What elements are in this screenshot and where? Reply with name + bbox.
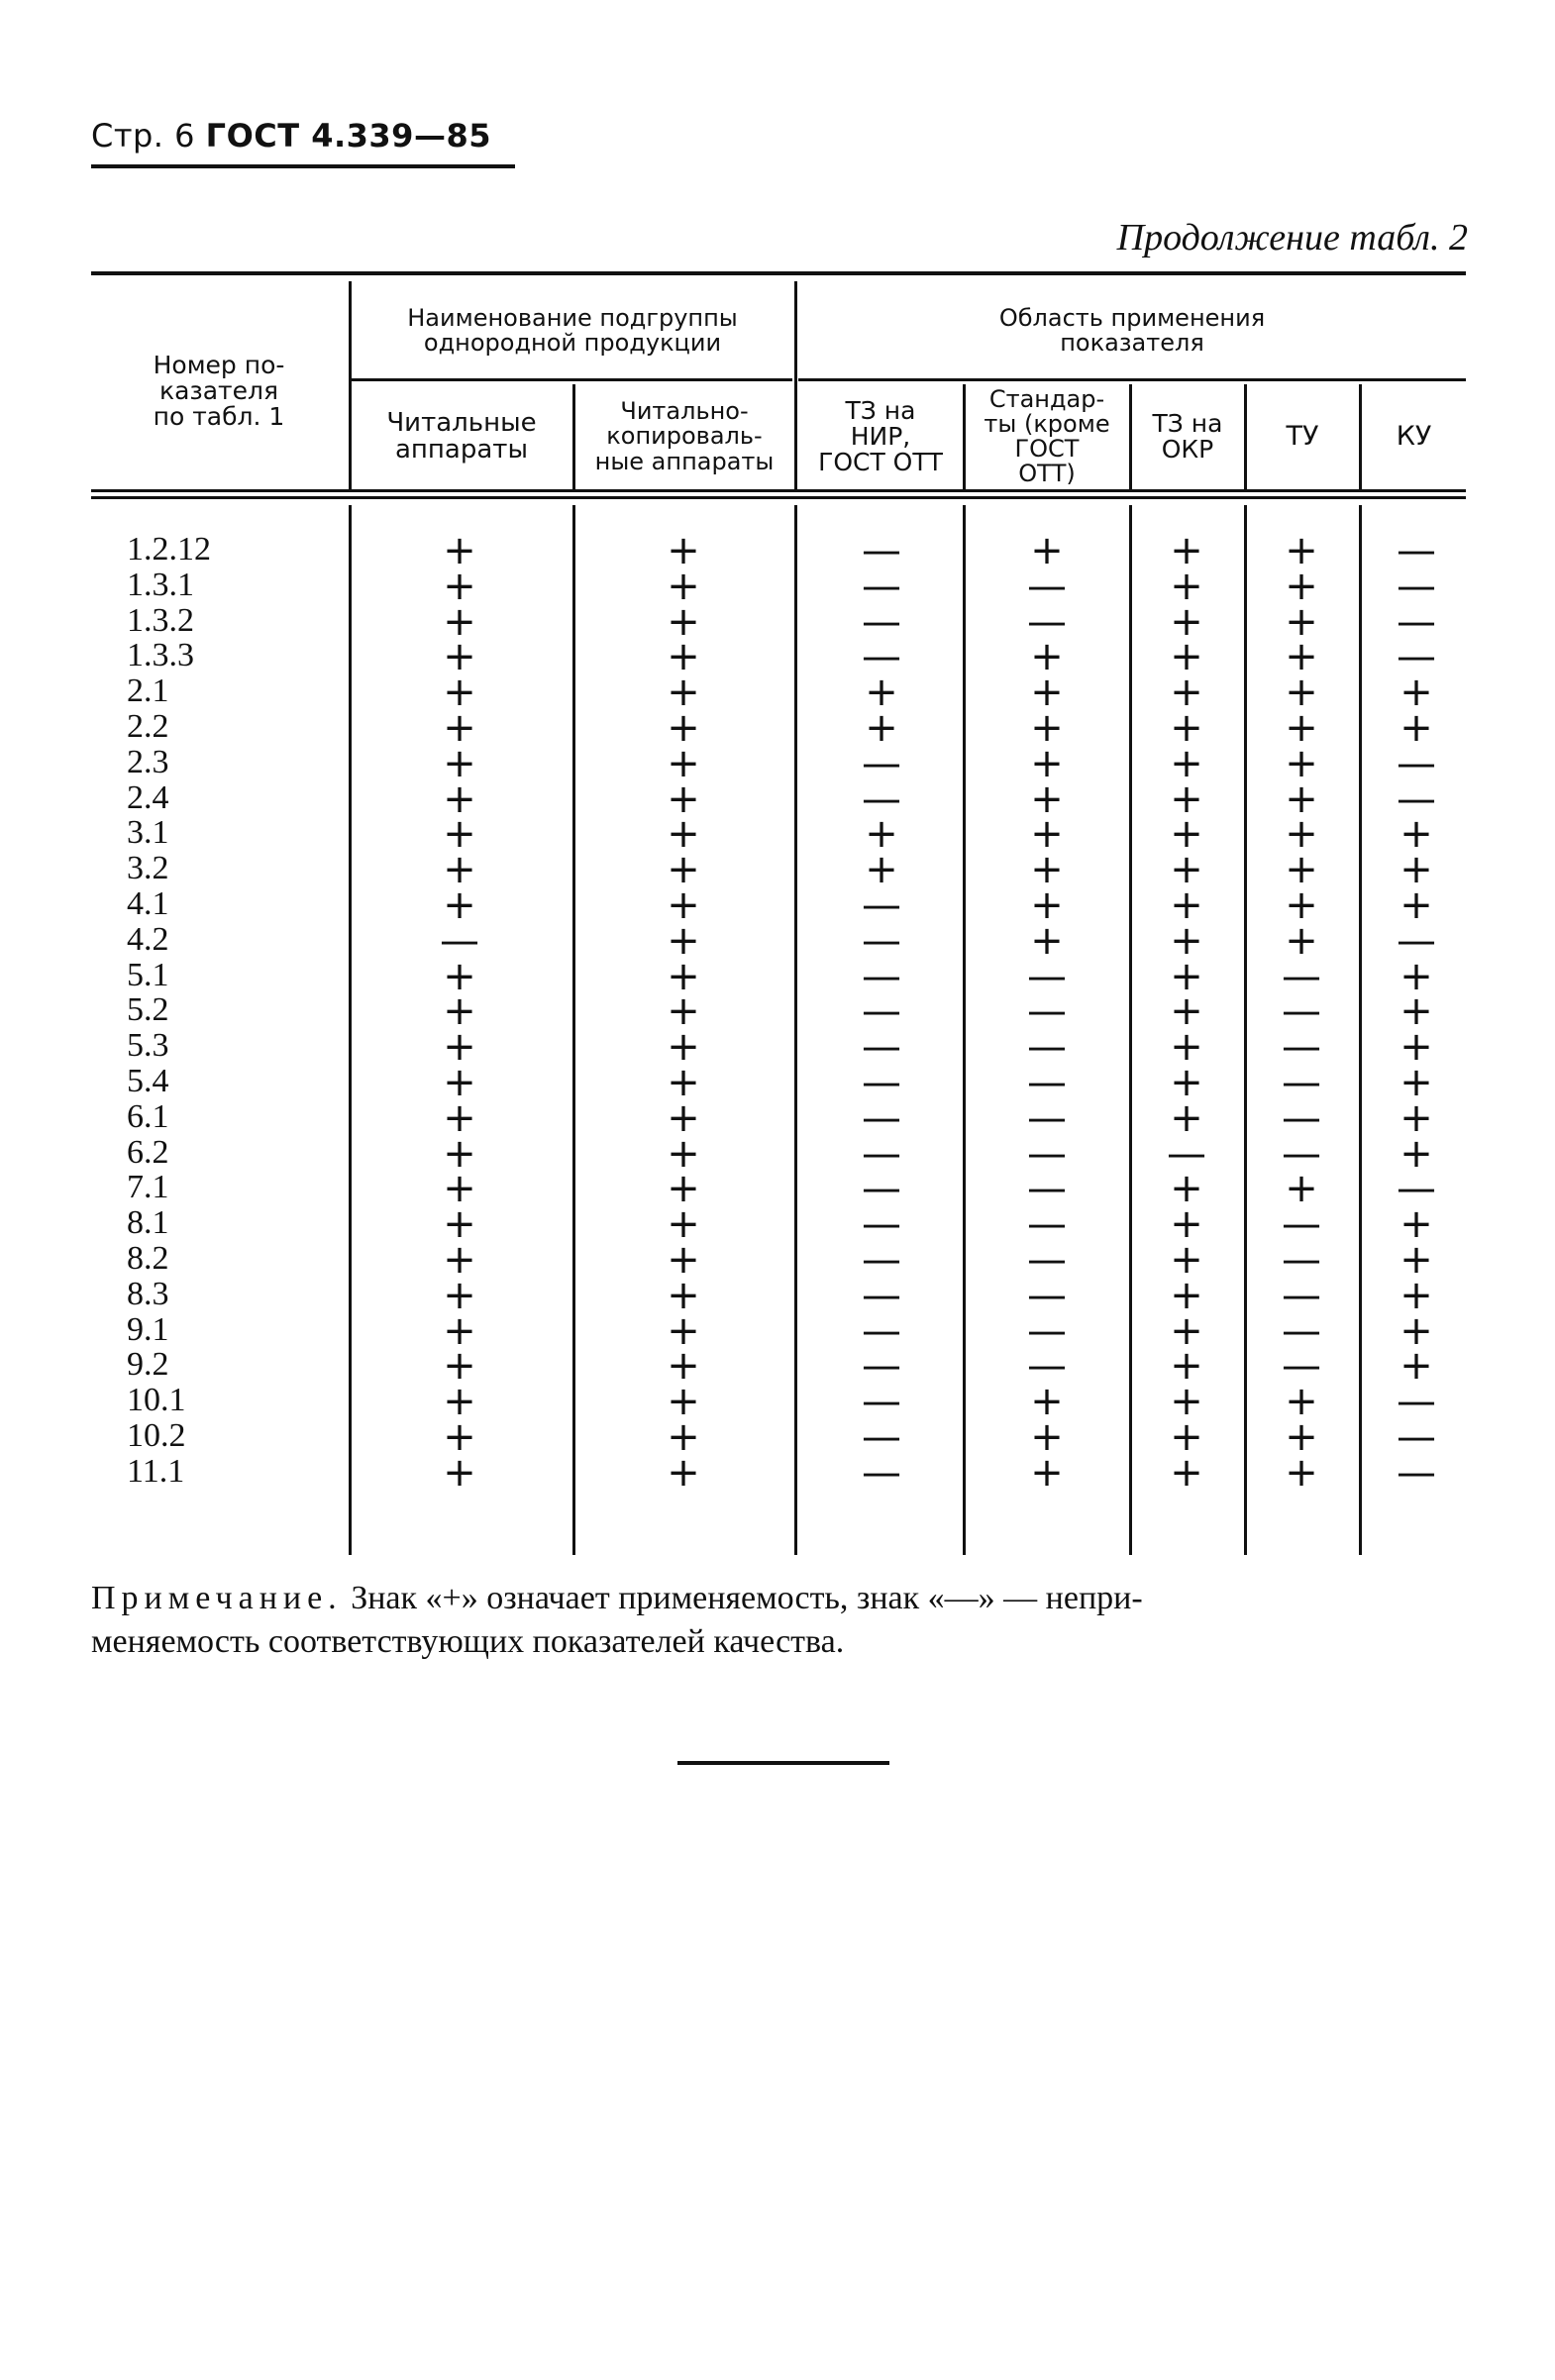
indicator-number: 5.2 bbox=[127, 991, 169, 1029]
not-applicable-mark: — bbox=[862, 598, 901, 645]
not-applicable-mark: — bbox=[1027, 563, 1067, 609]
applicable-mark: + bbox=[1170, 882, 1203, 928]
applicable-mark: + bbox=[443, 1449, 476, 1496]
indicator-number: 3.1 bbox=[127, 814, 169, 852]
applicable-mark: + bbox=[1400, 1237, 1433, 1283]
applicable-mark: + bbox=[667, 811, 700, 858]
applicable-mark: + bbox=[667, 1060, 700, 1105]
not-applicable-mark: — bbox=[1282, 1130, 1321, 1177]
indicator-number: 5.4 bbox=[127, 1063, 169, 1099]
not-applicable-mark: — bbox=[862, 1094, 901, 1141]
indicator-number: 7.1 bbox=[127, 1169, 169, 1206]
col-line-4-body bbox=[963, 505, 966, 1555]
applicable-mark: + bbox=[667, 634, 700, 680]
applicable-mark: + bbox=[865, 811, 898, 858]
applicable-mark: + bbox=[1170, 563, 1203, 609]
applicable-mark: + bbox=[1170, 1414, 1203, 1460]
col-line-3-body bbox=[794, 505, 797, 1555]
applicable-mark: + bbox=[1030, 1449, 1064, 1496]
applicable-mark: + bbox=[443, 1166, 476, 1212]
not-applicable-mark: — bbox=[1027, 1166, 1067, 1212]
header-bottom-rule bbox=[91, 489, 1466, 492]
applicable-mark: + bbox=[443, 670, 476, 716]
not-applicable-mark: — bbox=[1027, 1094, 1067, 1141]
applicable-mark: + bbox=[667, 1130, 700, 1177]
applicable-mark: + bbox=[667, 1414, 700, 1460]
not-applicable-mark: — bbox=[1027, 1237, 1067, 1283]
col-line-5-body bbox=[1129, 505, 1132, 1555]
applicable-mark: + bbox=[1030, 1379, 1064, 1425]
page-header bbox=[91, 117, 491, 155]
indicator-number: 2.2 bbox=[127, 708, 169, 745]
applicable-mark: + bbox=[1400, 1024, 1433, 1071]
not-applicable-mark: — bbox=[862, 1166, 901, 1212]
not-applicable-mark: — bbox=[1397, 563, 1436, 609]
applicable-mark: + bbox=[443, 740, 476, 786]
applicable-mark: + bbox=[1170, 528, 1203, 573]
applicable-mark: + bbox=[1170, 917, 1203, 964]
applicable-mark: + bbox=[667, 1094, 700, 1141]
applicable-mark: + bbox=[443, 598, 476, 645]
group-divider-scope bbox=[798, 378, 1466, 381]
not-applicable-mark: — bbox=[1282, 1272, 1321, 1318]
not-applicable-mark: — bbox=[862, 882, 901, 928]
applicable-mark: + bbox=[1170, 705, 1203, 751]
applicable-mark: + bbox=[1285, 776, 1318, 822]
not-applicable-mark: — bbox=[862, 1024, 901, 1071]
applicable-mark: + bbox=[1030, 917, 1064, 964]
applicable-mark: + bbox=[1285, 705, 1318, 751]
applicable-mark: + bbox=[443, 705, 476, 751]
applicable-mark: + bbox=[1170, 1024, 1203, 1071]
applicable-mark: + bbox=[1170, 740, 1203, 786]
applicable-mark: + bbox=[1170, 988, 1203, 1035]
applicable-mark: + bbox=[667, 776, 700, 822]
applicable-mark: + bbox=[443, 882, 476, 928]
applicable-mark: + bbox=[443, 811, 476, 858]
not-applicable-mark: — bbox=[1397, 776, 1436, 822]
note-text-continuation: меняемость соответствующих показателей качества. bbox=[91, 1623, 845, 1661]
applicable-mark: + bbox=[667, 670, 700, 716]
applicable-mark: + bbox=[1170, 1237, 1203, 1283]
indicator-number: 4.2 bbox=[127, 920, 169, 958]
applicable-mark: + bbox=[1170, 670, 1203, 716]
applicable-mark: + bbox=[1170, 1343, 1203, 1390]
applicable-mark: + bbox=[1400, 1307, 1433, 1354]
indicator-number: 10.2 bbox=[127, 1417, 186, 1454]
applicable-mark: + bbox=[667, 1237, 700, 1283]
applicable-mark: + bbox=[667, 882, 700, 928]
table-continuation-caption: Продолжение табл. 2 bbox=[1116, 217, 1468, 259]
not-applicable-mark: — bbox=[862, 1201, 901, 1248]
header-group-scope: Область применения показателя bbox=[998, 303, 1266, 357]
applicable-mark: + bbox=[667, 1343, 700, 1390]
not-applicable-mark: — bbox=[1027, 953, 1067, 999]
applicable-mark: + bbox=[1400, 847, 1433, 893]
note-label: Примечание. bbox=[91, 1580, 343, 1616]
applicable-mark: + bbox=[667, 847, 700, 893]
applicable-mark: + bbox=[1030, 740, 1064, 786]
indicator-number: 10.1 bbox=[127, 1382, 186, 1419]
col-line-1-body bbox=[349, 505, 352, 1555]
applicable-mark: + bbox=[443, 634, 476, 680]
indicator-number: 3.2 bbox=[127, 850, 169, 887]
applicable-mark: + bbox=[1285, 670, 1318, 716]
not-applicable-mark: — bbox=[862, 953, 901, 999]
not-applicable-mark: — bbox=[862, 1307, 901, 1354]
applicable-mark: + bbox=[1030, 705, 1064, 751]
indicator-number: 11.1 bbox=[127, 1452, 185, 1490]
col-line-2-body bbox=[572, 505, 575, 1555]
applicable-mark: + bbox=[1030, 776, 1064, 822]
not-applicable-mark: — bbox=[1397, 598, 1436, 645]
applicable-mark: + bbox=[1285, 740, 1318, 786]
applicable-mark: + bbox=[1285, 847, 1318, 893]
applicable-mark: + bbox=[1170, 1201, 1203, 1248]
applicable-mark: + bbox=[443, 1094, 476, 1141]
applicable-mark: + bbox=[1400, 953, 1433, 999]
applicable-mark: + bbox=[443, 1024, 476, 1071]
not-applicable-mark: — bbox=[1397, 1414, 1436, 1460]
not-applicable-mark: — bbox=[1282, 1343, 1321, 1390]
header-rule bbox=[91, 164, 515, 168]
applicable-mark: + bbox=[667, 563, 700, 609]
end-rule bbox=[677, 1761, 889, 1765]
applicable-mark: + bbox=[1400, 1343, 1433, 1390]
applicable-mark: + bbox=[443, 1237, 476, 1283]
applicable-mark: + bbox=[1285, 563, 1318, 609]
applicable-mark: + bbox=[1170, 598, 1203, 645]
applicable-mark: + bbox=[667, 1024, 700, 1071]
not-applicable-mark: — bbox=[862, 740, 901, 786]
applicable-mark: + bbox=[667, 705, 700, 751]
applicable-mark: + bbox=[1285, 882, 1318, 928]
not-applicable-mark: — bbox=[1282, 988, 1321, 1035]
indicator-number: 2.3 bbox=[127, 743, 169, 780]
not-applicable-mark: — bbox=[1397, 634, 1436, 680]
applicable-mark: + bbox=[1285, 1166, 1318, 1212]
note-text: Знак «+» означает применяемость, знак «—» — непри- bbox=[351, 1580, 1143, 1616]
not-applicable-mark: — bbox=[862, 1449, 901, 1496]
page-label: Стр. 6 bbox=[91, 117, 195, 155]
applicable-mark: + bbox=[1030, 1414, 1064, 1460]
indicator-number: 9.2 bbox=[127, 1346, 169, 1384]
applicable-mark: + bbox=[1170, 776, 1203, 822]
applicable-mark: + bbox=[667, 988, 700, 1035]
applicable-mark: + bbox=[865, 705, 898, 751]
not-applicable-mark: — bbox=[862, 776, 901, 822]
indicator-number: 1.3.1 bbox=[127, 566, 194, 603]
applicable-mark: + bbox=[443, 1343, 476, 1390]
applicable-mark: + bbox=[443, 1060, 476, 1105]
applicable-mark: + bbox=[667, 1201, 700, 1248]
applicable-mark: + bbox=[667, 1379, 700, 1425]
applicable-mark: + bbox=[667, 917, 700, 964]
not-applicable-mark: — bbox=[862, 1237, 901, 1283]
not-applicable-mark: — bbox=[1027, 1343, 1067, 1390]
applicable-mark: + bbox=[1030, 528, 1064, 573]
applicable-mark: + bbox=[1170, 1060, 1203, 1105]
indicator-number: 2.1 bbox=[127, 673, 169, 710]
indicator-number: 6.1 bbox=[127, 1097, 169, 1135]
applicable-mark: + bbox=[1170, 847, 1203, 893]
applicable-mark: + bbox=[1285, 917, 1318, 964]
applicable-mark: + bbox=[1285, 811, 1318, 858]
applicable-mark: + bbox=[443, 1379, 476, 1425]
applicable-mark: + bbox=[443, 1307, 476, 1354]
not-applicable-mark: — bbox=[862, 1130, 901, 1177]
applicable-mark: + bbox=[443, 528, 476, 573]
applicable-mark: + bbox=[667, 528, 700, 573]
applicable-mark: + bbox=[1170, 953, 1203, 999]
not-applicable-mark: — bbox=[1397, 1449, 1436, 1496]
col-line-1 bbox=[349, 281, 352, 489]
applicable-mark: + bbox=[865, 670, 898, 716]
applicable-mark: + bbox=[667, 740, 700, 786]
table-note bbox=[91, 1577, 1470, 1664]
not-applicable-mark: — bbox=[862, 1272, 901, 1318]
header-standards: Стандар- ты (кроме ГОСТ ОТТ) bbox=[984, 384, 1110, 488]
applicable-mark: + bbox=[667, 1307, 700, 1354]
not-applicable-mark: — bbox=[1397, 1166, 1436, 1212]
applicable-mark: + bbox=[443, 847, 476, 893]
not-applicable-mark: — bbox=[862, 988, 901, 1035]
group-divider-subgroup bbox=[351, 378, 792, 381]
table-top-rule bbox=[91, 271, 1466, 275]
indicator-number: 5.1 bbox=[127, 956, 169, 993]
not-applicable-mark: — bbox=[862, 917, 901, 964]
applicable-mark: + bbox=[1400, 705, 1433, 751]
indicator-number: 8.3 bbox=[127, 1275, 169, 1312]
applicable-mark: + bbox=[1285, 528, 1318, 573]
not-applicable-mark: — bbox=[862, 634, 901, 680]
not-applicable-mark: — bbox=[1027, 1307, 1067, 1354]
header-tu: ТУ bbox=[1286, 420, 1319, 452]
applicable-mark: + bbox=[1030, 847, 1064, 893]
applicable-mark: + bbox=[667, 953, 700, 999]
applicable-mark: + bbox=[1400, 1094, 1433, 1141]
applicable-mark: + bbox=[1030, 634, 1064, 680]
applicable-mark: + bbox=[667, 1449, 700, 1496]
not-applicable-mark: — bbox=[1282, 953, 1321, 999]
applicable-mark: + bbox=[1400, 1201, 1433, 1248]
applicable-mark: + bbox=[1170, 1166, 1203, 1212]
header-group-subgroup: Наименование подгруппы однородной продукции bbox=[407, 303, 738, 357]
col-line-7-body bbox=[1359, 505, 1362, 1555]
not-applicable-mark: — bbox=[862, 528, 901, 573]
col-line-6-body bbox=[1244, 505, 1247, 1555]
not-applicable-mark: — bbox=[1027, 1272, 1067, 1318]
applicable-mark: + bbox=[1170, 811, 1203, 858]
applicable-mark: + bbox=[1170, 1449, 1203, 1496]
applicable-mark: + bbox=[1170, 1307, 1203, 1354]
not-applicable-mark: — bbox=[1027, 1024, 1067, 1071]
not-applicable-mark: — bbox=[1282, 1024, 1321, 1071]
applicable-mark: + bbox=[1285, 634, 1318, 680]
header-indicator-number: Номер по- казателя по табл. 1 bbox=[153, 350, 285, 432]
applicable-mark: + bbox=[1030, 882, 1064, 928]
header-tz-okr: ТЗ на ОКР bbox=[1152, 408, 1223, 464]
applicable-mark: + bbox=[1170, 634, 1203, 680]
applicable-mark: + bbox=[443, 988, 476, 1035]
not-applicable-mark: — bbox=[862, 1379, 901, 1425]
header-reading-devices: Читальные аппараты bbox=[386, 407, 537, 465]
applicable-mark: + bbox=[1170, 1094, 1203, 1141]
applicable-mark: + bbox=[1400, 1272, 1433, 1318]
not-applicable-mark: — bbox=[1027, 598, 1067, 645]
applicable-mark: + bbox=[1285, 1414, 1318, 1460]
not-applicable-mark: — bbox=[862, 563, 901, 609]
not-applicable-mark: — bbox=[1397, 1379, 1436, 1425]
header-tz-nir: ТЗ на НИР, ГОСТ ОТТ bbox=[818, 395, 943, 477]
applicable-mark: + bbox=[865, 847, 898, 893]
not-applicable-mark: — bbox=[440, 917, 479, 964]
indicator-number: 4.1 bbox=[127, 885, 169, 922]
applicable-mark: + bbox=[667, 1272, 700, 1318]
applicable-mark: + bbox=[1285, 1449, 1318, 1496]
applicable-mark: + bbox=[1170, 1379, 1203, 1425]
indicator-number: 2.4 bbox=[127, 778, 169, 816]
indicator-number: 1.3.3 bbox=[127, 637, 194, 674]
not-applicable-mark: — bbox=[1027, 1130, 1067, 1177]
not-applicable-mark: — bbox=[1282, 1201, 1321, 1248]
header-reading-copy-devices: Читально- копироваль- ные аппараты bbox=[594, 397, 775, 475]
applicable-mark: + bbox=[667, 1166, 700, 1212]
applicable-mark: + bbox=[1400, 811, 1433, 858]
not-applicable-mark: — bbox=[1397, 740, 1436, 786]
indicator-number: 1.2.12 bbox=[127, 531, 211, 568]
indicator-number: 8.1 bbox=[127, 1204, 169, 1242]
not-applicable-mark: — bbox=[1282, 1307, 1321, 1354]
not-applicable-mark: — bbox=[862, 1060, 901, 1105]
not-applicable-mark: — bbox=[1027, 1201, 1067, 1248]
applicable-mark: + bbox=[443, 563, 476, 609]
applicable-mark: + bbox=[1030, 670, 1064, 716]
applicable-mark: + bbox=[1400, 670, 1433, 716]
not-applicable-mark: — bbox=[1397, 528, 1436, 573]
not-applicable-mark: — bbox=[1282, 1094, 1321, 1141]
applicable-mark: + bbox=[443, 776, 476, 822]
indicator-number: 9.1 bbox=[127, 1310, 169, 1348]
header-ku: КУ bbox=[1396, 420, 1432, 452]
applicable-mark: + bbox=[1400, 1130, 1433, 1177]
not-applicable-mark: — bbox=[1027, 1060, 1067, 1105]
header-bottom-rule-2 bbox=[91, 496, 1466, 499]
col-line-2 bbox=[572, 384, 575, 489]
indicator-number: 1.3.2 bbox=[127, 601, 194, 639]
applicable-mark: + bbox=[443, 1130, 476, 1177]
not-applicable-mark: — bbox=[1027, 988, 1067, 1035]
applicable-mark: + bbox=[1030, 811, 1064, 858]
not-applicable-mark: — bbox=[862, 1343, 901, 1390]
applicable-mark: + bbox=[667, 598, 700, 645]
col-line-3 bbox=[794, 281, 797, 489]
indicator-number: 6.2 bbox=[127, 1133, 169, 1171]
not-applicable-mark: — bbox=[1282, 1060, 1321, 1105]
applicable-mark: + bbox=[1400, 988, 1433, 1035]
applicable-mark: + bbox=[1400, 882, 1433, 928]
standard-number: ГОСТ 4.339—85 bbox=[205, 117, 491, 155]
not-applicable-mark: — bbox=[1397, 917, 1436, 964]
not-applicable-mark: — bbox=[862, 1414, 901, 1460]
applicable-mark: + bbox=[443, 1201, 476, 1248]
not-applicable-mark: — bbox=[1167, 1130, 1206, 1177]
indicator-number: 8.2 bbox=[127, 1240, 169, 1277]
applicable-mark: + bbox=[1170, 1272, 1203, 1318]
applicable-mark: + bbox=[1400, 1060, 1433, 1105]
not-applicable-mark: — bbox=[1282, 1237, 1321, 1283]
applicable-mark: + bbox=[443, 953, 476, 999]
indicator-number: 5.3 bbox=[127, 1027, 169, 1065]
applicable-mark: + bbox=[443, 1272, 476, 1318]
applicable-mark: + bbox=[1285, 1379, 1318, 1425]
applicable-mark: + bbox=[1285, 598, 1318, 645]
applicable-mark: + bbox=[443, 1414, 476, 1460]
